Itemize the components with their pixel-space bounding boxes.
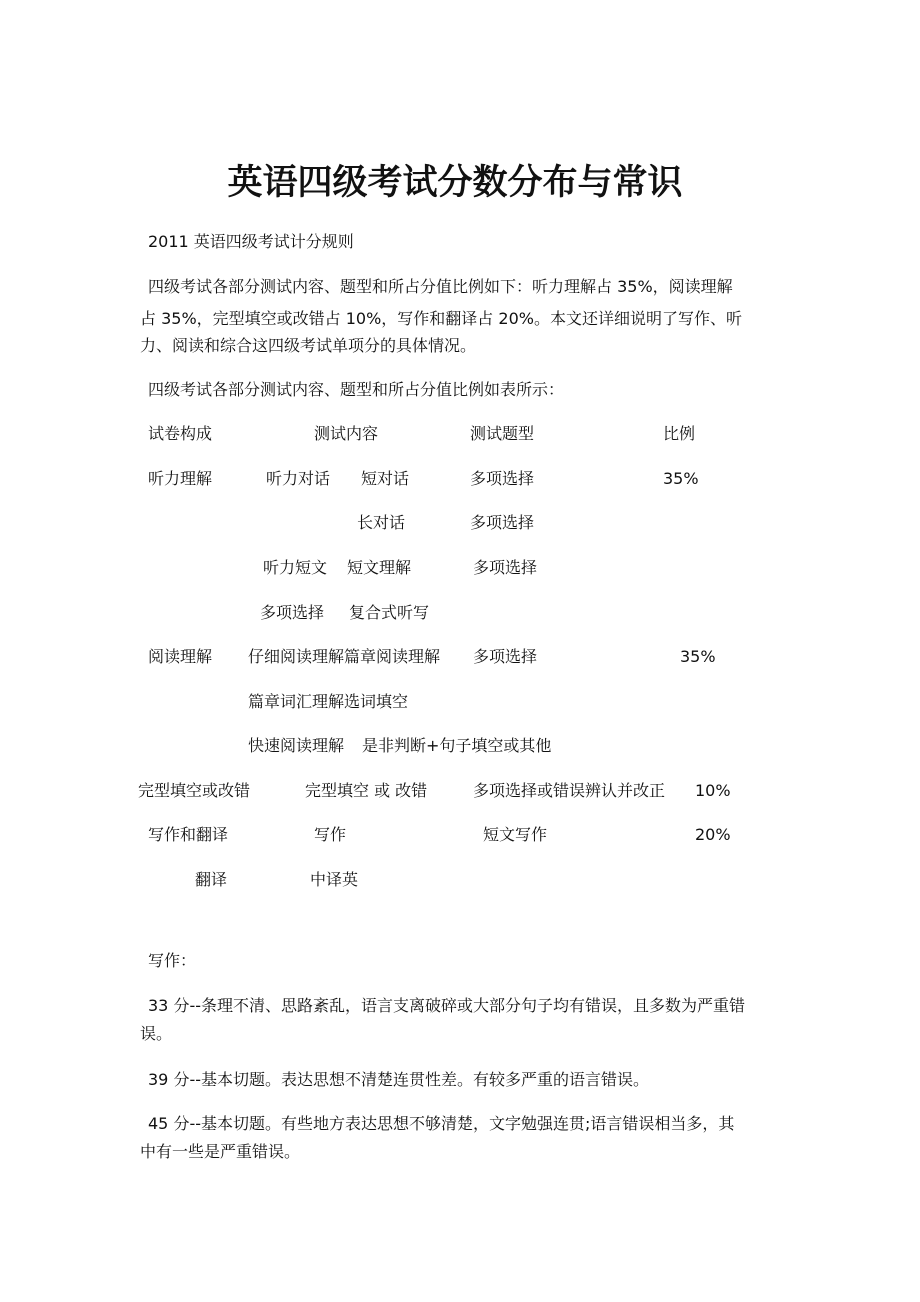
table-header-cell: 试卷构成 — [148, 424, 213, 443]
intro-line: 力、阅读和综合这四级考试单项分的具体情况。 — [140, 336, 477, 355]
table-cell: 多项选择 — [473, 647, 538, 666]
table-cell: 多项选择 — [470, 469, 535, 488]
table-cell: 中译英 — [310, 870, 359, 889]
table-cell: 多项选择 — [473, 558, 538, 577]
table-cell: 阅读理解 — [148, 647, 213, 666]
table-cell: 写作 — [314, 825, 347, 844]
table-cell: 听力理解 — [148, 469, 213, 488]
table-cell: 10% — [695, 781, 731, 800]
table-cell: 篇章词汇理解选词填空 — [248, 692, 409, 711]
table-cell: 35% — [663, 469, 699, 488]
writing-criterion: 33 分--条理不清、思路紊乱，语言支离破碎或大部分句子均有错误，且多数为严重错 — [148, 996, 745, 1015]
table-cell: 完型填空 或 改错 — [305, 781, 428, 800]
writing-criterion: 45 分--基本切题。有些地方表达思想不够清楚，文字勉强连贯;语言错误相当多，其 — [148, 1114, 735, 1133]
document-title: 英语四级考试分数分布与常识 — [227, 163, 683, 203]
intro-line: 四级考试各部分测试内容、题型和所占分值比例如下：听力理解占 35%，阅读理解 — [148, 277, 733, 296]
table-intro: 四级考试各部分测试内容、题型和所占分值比例如表所示： — [148, 380, 565, 399]
intro-line: 占 35%，完型填空或改错占 10%，写作和翻译占 20%。本文还详细说明了写作、听 — [140, 309, 742, 328]
writing-criterion: 中有一些是严重错误。 — [140, 1142, 301, 1161]
table-cell: 完型填空或改错 — [138, 781, 251, 800]
table-cell: 长对话 — [357, 513, 406, 532]
table-cell: 翻译 — [195, 870, 228, 889]
table-cell: 是非判断+句子填空或其他 — [362, 736, 552, 755]
writing-heading: 写作： — [148, 951, 197, 970]
table-cell: 多项选择 — [470, 513, 535, 532]
table-cell: 仔细阅读理解篇章阅读理解 — [248, 647, 441, 666]
table-cell: 多项选择 — [260, 603, 325, 622]
table-cell: 多项选择或错误辨认并改正 — [473, 781, 666, 800]
table-header-cell: 测试题型 — [470, 424, 535, 443]
table-header-cell: 测试内容 — [314, 424, 379, 443]
table-cell: 短对话 — [361, 469, 410, 488]
table-cell: 听力短文 — [263, 558, 328, 577]
table-header-cell: 比例 — [663, 424, 696, 443]
writing-criterion: 误。 — [140, 1024, 173, 1043]
table-cell: 短文理解 — [347, 558, 412, 577]
table-cell: 35% — [680, 647, 716, 666]
table-cell: 听力对话 — [266, 469, 331, 488]
table-cell: 短文写作 — [483, 825, 548, 844]
subtitle: 2011 英语四级考试计分规则 — [148, 232, 354, 251]
table-cell: 快速阅读理解 — [248, 736, 345, 755]
table-cell: 写作和翻译 — [148, 825, 229, 844]
writing-criterion: 39 分--基本切题。表达思想不清楚连贯性差。有较多严重的语言错误。 — [148, 1070, 649, 1089]
table-cell: 复合式听写 — [349, 603, 430, 622]
table-cell: 20% — [695, 825, 731, 844]
